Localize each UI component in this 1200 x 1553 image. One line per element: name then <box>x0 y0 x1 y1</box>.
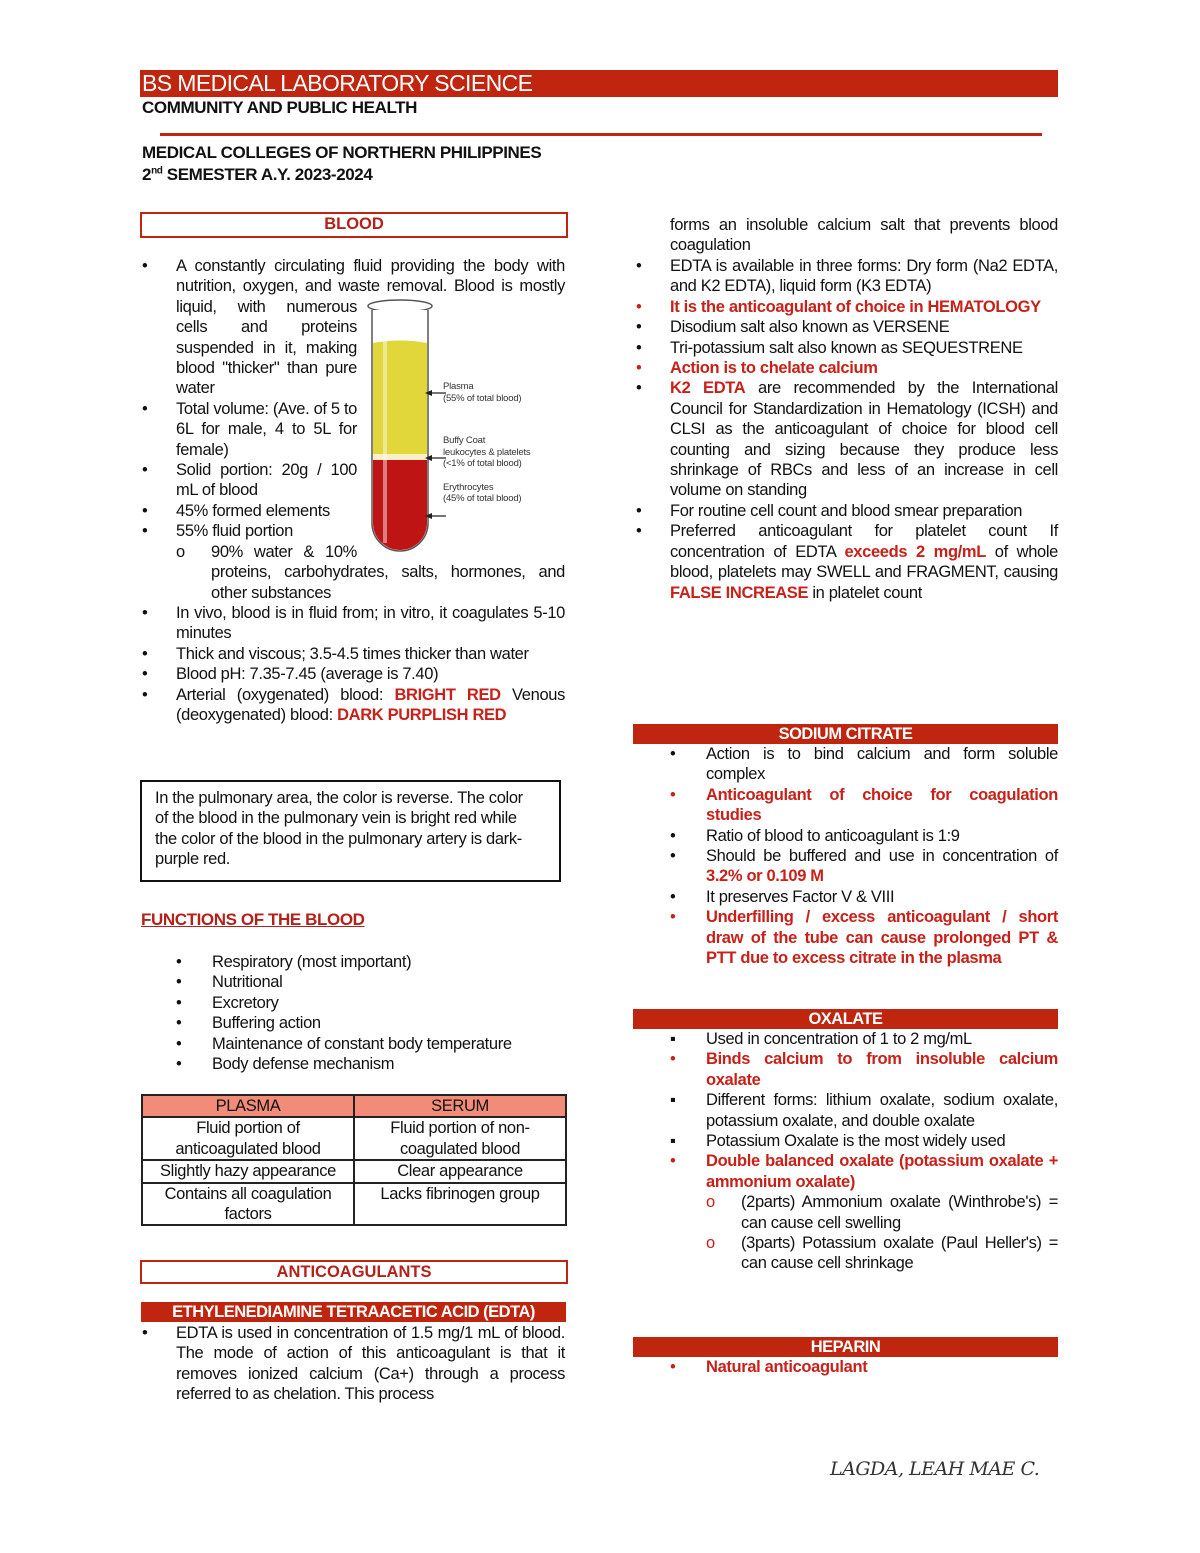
list-item-text <box>670 359 878 377</box>
blood-section <box>140 256 565 725</box>
text-segment: Body defense mechanism <box>212 1055 395 1074</box>
bullet-icon: • <box>636 257 642 275</box>
table-header-row <box>142 1095 566 1117</box>
bullet-icon: • <box>670 887 676 906</box>
text-segment: Solid portion: 20g / 100 mL of blood <box>176 461 357 500</box>
bullet-icon: • <box>670 847 676 866</box>
list-item <box>140 399 565 460</box>
list-item <box>670 785 1058 826</box>
list-item-text <box>176 645 529 663</box>
list-item-text <box>670 522 1058 601</box>
table-row <box>142 1160 566 1182</box>
list-item <box>140 644 565 664</box>
subject-title: COMMUNITY AND PUBLIC HEALTH <box>142 98 418 117</box>
list-item-text <box>706 745 1058 783</box>
text-segment: Arterial (oxygenated) blood: <box>176 685 395 704</box>
list-item-text <box>176 665 438 683</box>
bullet-icon: • <box>636 359 642 378</box>
text-segment: Used in concentration of 1 to 2 mg/mL <box>706 1030 972 1048</box>
highlight-text: DARK PURPLISH RED <box>337 705 507 724</box>
semester-text: SEMESTER A.Y. 2023-2024 <box>162 165 373 184</box>
highlight-text: BRIGHT RED <box>394 685 501 704</box>
oxalate-list <box>670 1029 1058 1274</box>
bullet-icon: • <box>636 318 642 337</box>
table-row <box>142 1117 566 1160</box>
pulmonary-note: In the pulmonary area, the color is reverse. The color of the blood in the pulmonary vein is bright red while the color of the blood in the pulmonary artery is dark-purple red. <box>155 789 523 869</box>
text-segment: EDTA is available in three forms: Dry form (Na2 EDTA, and K2 EDTA), liquid form (K3 EDTA) <box>670 257 1058 296</box>
bullet-icon: • <box>142 665 148 684</box>
text-segment: Venous (deoxygenated) blood: <box>176 685 566 724</box>
text-segment: It preserves Factor V & VIII <box>706 887 895 906</box>
list-item <box>670 1131 1058 1151</box>
bullet-icon: • <box>142 461 148 480</box>
list-item-text <box>706 1091 1058 1129</box>
table-row <box>142 1183 566 1226</box>
list-item-text <box>212 953 411 971</box>
heparin-list <box>670 1357 1058 1377</box>
text-segment: (2parts) Ammonium oxalate (Winthrobe's) = can cause cell swelling <box>741 1193 1058 1232</box>
text-segment: Buffering action <box>212 1014 321 1033</box>
bullet-icon: • <box>176 953 182 971</box>
list-item-text <box>176 1324 565 1403</box>
list-item <box>634 501 1058 521</box>
bullet-icon: • <box>176 1055 182 1074</box>
blood-heading: BLOOD <box>140 212 568 238</box>
text-segment: Ratio of blood to anticoagulant is 1:9 <box>706 826 960 845</box>
functions-list <box>176 952 566 1074</box>
highlight-text: Underfilling / excess anticoagulant / short draw of the tube can cause prolonged PT & PTT due to excess citrate in the plasma <box>706 908 1058 968</box>
table-cell: Fluid portion of non-coagulated blood <box>354 1117 566 1160</box>
text-segment: Excretory <box>212 993 279 1012</box>
list-item <box>140 664 565 684</box>
list-item <box>176 972 566 992</box>
functions-section <box>176 952 566 1074</box>
edta-section <box>140 1323 565 1405</box>
list-item-text <box>212 1055 394 1073</box>
list-item <box>176 993 566 1013</box>
label-buffy-pct: (<1% of total blood) <box>443 458 522 469</box>
bullet-icon: • <box>636 379 642 398</box>
text-segment: in platelet count <box>808 583 922 602</box>
list-item <box>140 501 565 521</box>
header-divider <box>160 133 1042 136</box>
bullet-icon: • <box>636 522 642 541</box>
pulmonary-note-box <box>140 780 561 882</box>
citrate-list <box>670 744 1058 968</box>
edta-list-2 <box>634 256 1058 603</box>
label-plasma: Plasma <box>443 381 474 392</box>
college-name: MEDICAL COLLEGES OF NORTHERN PHILIPPINES <box>142 143 542 162</box>
list-item <box>634 297 1058 317</box>
label-erythrocytes-pct: (45% of total blood) <box>443 493 522 504</box>
list-item <box>140 603 565 644</box>
bullet-icon: • <box>670 785 676 804</box>
bullet-icon: • <box>670 908 676 927</box>
list-item-text <box>176 257 565 397</box>
sub-list <box>176 542 565 603</box>
list-item-text <box>706 827 960 845</box>
list-item <box>140 1323 565 1405</box>
bullet-icon: • <box>636 297 642 316</box>
semester <box>142 165 372 185</box>
list-item <box>634 358 1058 378</box>
list-item-text <box>670 379 1058 499</box>
highlight-text: Anticoagulant of choice for coagulation studies <box>706 785 1058 825</box>
program-banner <box>140 70 1058 97</box>
bullet-icon: • <box>142 399 148 418</box>
text-segment: are recommended by the International Council for Standardization in Hematology (ICSH) and CLSI as the anticoagulant of choice for blood cell counting and sizing because they produce less shrinkage of RBCs and less of an increase in cell volume on standing <box>670 379 1059 500</box>
list-item-text <box>670 298 1041 316</box>
sub-list-item <box>706 1233 1058 1274</box>
table-cell: Clear appearance <box>354 1160 566 1182</box>
square-bullet-icon: ▪ <box>670 1132 676 1151</box>
plasma-serum-table <box>141 1094 567 1226</box>
list-item-text <box>706 1050 1058 1088</box>
list-item <box>634 521 1058 603</box>
bullet-icon: • <box>636 338 642 357</box>
list-item <box>670 1357 1058 1377</box>
text-segment: Blood pH: 7.35-7.45 (average is 7.40) <box>176 665 439 684</box>
blood-list <box>140 256 565 725</box>
bullet-icon: • <box>176 1014 182 1033</box>
text-segment: Should be buffered and use in concentration of <box>706 847 1058 866</box>
text-segment: In vivo, blood is in fluid from; in vitro, it coagulates 5-10 minutes <box>176 603 565 643</box>
list-item-text <box>176 400 357 459</box>
edta-continuation: forms an insoluble calcium salt that prevents blood coagulation <box>670 216 1058 255</box>
text-segment: of whole blood, platelets may SWELL and FRAGMENT, causing <box>670 542 1059 582</box>
text-segment: Tri-potassium salt also known as SEQUESTRENE <box>670 338 1023 357</box>
list-item <box>634 338 1058 358</box>
circle-bullet-icon: o <box>176 542 185 561</box>
list-item <box>140 521 565 603</box>
table-header-plasma: PLASMA <box>142 1095 354 1117</box>
square-bullet-icon: ▪ <box>670 1030 676 1048</box>
list-item-text <box>706 1132 1005 1150</box>
label-buffy-desc: leukocytes & platelets <box>443 446 531 458</box>
square-bullet-icon: ▪ <box>670 1091 676 1110</box>
bullet-icon: • <box>142 1324 148 1342</box>
list-item-text <box>176 461 357 499</box>
highlight-text: Action is to chelate calcium <box>670 359 878 378</box>
highlight-text: Binds calcium to from insoluble calcium oxalate <box>706 1050 1058 1089</box>
list-item-text <box>706 888 894 906</box>
anticoagulants-heading: ANTICOAGULANTS <box>140 1260 568 1284</box>
citrate-section <box>670 744 1058 968</box>
list-item-text <box>670 257 1058 295</box>
list-item-text <box>670 318 949 336</box>
text-segment: Action is to bind calcium and form soluble complex <box>706 745 1058 784</box>
text-segment: Thick and viscous; 3.5-4.5 times thicker than water <box>176 644 529 663</box>
list-item <box>140 460 565 501</box>
list-item-text <box>211 543 565 602</box>
heparin-heading: HEPARIN <box>633 1337 1058 1357</box>
list-item <box>176 1054 566 1074</box>
list-item-text <box>741 1193 1058 1231</box>
author-footer: LAGDA, LEAH MAE C. <box>830 1458 1040 1480</box>
list-item-text <box>212 1014 321 1032</box>
label-buffy: Buffy Coat <box>443 435 486 446</box>
bullet-icon: • <box>670 1152 676 1171</box>
list-item-text <box>706 786 1058 824</box>
bullet-icon: • <box>670 745 676 763</box>
text-segment: For routine cell count and blood smear preparation <box>670 501 1023 520</box>
bullet-icon: • <box>176 973 182 992</box>
list-item <box>634 256 1058 297</box>
edta-list-continued <box>634 256 1058 603</box>
sub-list-item <box>706 1192 1058 1233</box>
text-segment: 45% formed elements <box>176 501 330 520</box>
sub-list-item <box>176 542 565 603</box>
list-item <box>670 887 1058 907</box>
list-item-text <box>212 973 282 991</box>
bullet-icon: • <box>142 644 148 663</box>
bullet-icon: • <box>670 826 676 845</box>
bullet-icon: • <box>142 257 148 275</box>
list-item <box>140 256 565 399</box>
bullet-icon: • <box>176 993 182 1012</box>
list-item-text <box>706 908 1058 967</box>
list-item-text <box>706 847 1058 885</box>
list-item <box>140 685 565 726</box>
text-segment: EDTA is used in concentration of 1.5 mg/1 mL of blood. The mode of action of this anticoagulant is that it removes ionized calcium (Ca+) through a process referred to as chelation. This process <box>176 1324 565 1404</box>
list-item-text <box>706 1152 1058 1190</box>
highlight-text: Natural anticoagulant <box>706 1358 868 1376</box>
edta-heading: ETHYLENEDIAMINE TETRAACETIC ACID (EDTA) <box>141 1302 566 1322</box>
label-erythrocytes: Erythrocytes <box>443 481 494 493</box>
bullet-icon: • <box>670 1358 676 1376</box>
list-item-text <box>212 1035 512 1053</box>
list-item <box>634 378 1058 500</box>
list-item <box>670 744 1058 785</box>
highlight-text: Double balanced oxalate (potassium oxalate + ammonium oxalate) <box>706 1152 1058 1191</box>
highlight-text: It is the anticoagulant of choice in HEMATOLOGY <box>670 297 1041 316</box>
semester-suffix: nd <box>151 165 163 177</box>
text-segment: Disodium salt also known as VERSENE <box>670 318 950 337</box>
table-cell: Fluid portion of anticoagulated blood <box>142 1117 354 1160</box>
highlight-text: FALSE INCREASE <box>670 583 809 602</box>
semester-number: 2 <box>142 165 152 184</box>
highlight-text: exceeds 2 mg/mL <box>844 542 986 561</box>
table-cell: Slightly hazy appearance <box>142 1160 354 1182</box>
table-header-serum: SERUM <box>354 1095 566 1117</box>
list-item-text <box>176 686 565 724</box>
list-item <box>670 846 1058 887</box>
heparin-section <box>670 1357 1058 1377</box>
list-item <box>176 1034 566 1054</box>
bullet-icon: • <box>176 1034 182 1053</box>
bullet-icon: • <box>142 603 148 622</box>
list-item-text <box>741 1234 1058 1272</box>
text-segment: A constantly circulating fluid providing the body with nutrition, oxygen, and waste removal. Blood is mostly liquid, with numerous cells and proteins suspended in it, making blood "thicker" than pure water <box>176 257 565 398</box>
list-item-text <box>706 1030 972 1048</box>
text-segment: Total volume: (Ave. of 5 to 6L for male, 4 to 5L for female) <box>176 399 358 459</box>
list-item <box>670 1049 1058 1090</box>
list-item <box>670 826 1058 846</box>
list-item <box>176 952 566 972</box>
label-plasma-pct: (55% of total blood) <box>443 392 522 404</box>
sub-list <box>706 1192 1058 1274</box>
list-item <box>176 1013 566 1033</box>
list-item <box>670 1029 1058 1049</box>
program-title: BS MEDICAL LABORATORY SCIENCE <box>142 70 533 96</box>
list-item-text <box>670 339 1023 357</box>
text-segment: Different forms: lithium oxalate, sodium oxalate, potassium oxalate, and double oxalate <box>706 1091 1058 1130</box>
table-cell: Contains all coagulation factors <box>142 1183 354 1226</box>
highlight-text: 3.2% or 0.109 M <box>706 867 824 886</box>
text-segment: Preferred anticoagulant for platelet count If concentration of EDTA <box>670 522 1058 561</box>
bullet-icon: • <box>142 685 148 704</box>
table-cell: Lacks fibrinogen group <box>354 1183 566 1226</box>
list-item-text <box>670 502 1022 520</box>
list-item-text <box>212 994 279 1012</box>
bullet-icon: • <box>636 501 642 520</box>
bullet-icon: • <box>142 501 148 520</box>
list-item-text <box>176 522 293 540</box>
text-segment: 55% fluid portion <box>176 522 293 541</box>
text-segment: 90% water & 10% proteins, carbohydrates, salts, hormones, and other substances <box>211 542 565 602</box>
circle-bullet-icon: o <box>706 1234 715 1253</box>
sodium-citrate-heading: SODIUM CITRATE <box>633 724 1058 744</box>
list-item <box>670 1151 1058 1273</box>
highlight-text: K2 EDTA <box>670 379 746 398</box>
list-item <box>670 1090 1058 1131</box>
list-item-text <box>176 502 330 520</box>
list-item <box>670 907 1058 968</box>
list-item-text <box>706 1358 867 1376</box>
text-segment: Potassium Oxalate is the most widely used <box>706 1132 1006 1151</box>
oxalate-heading: OXALATE <box>633 1009 1058 1029</box>
edta-list <box>140 1323 565 1405</box>
list-item-text <box>176 604 565 642</box>
text-segment: Nutritional <box>212 973 283 992</box>
bullet-icon: • <box>670 1050 676 1069</box>
list-item <box>634 317 1058 337</box>
text-segment: Maintenance of constant body temperature <box>212 1034 512 1053</box>
functions-heading: FUNCTIONS OF THE BLOOD <box>141 910 365 929</box>
oxalate-section <box>670 1029 1058 1274</box>
bullet-icon: • <box>142 522 148 541</box>
text-segment: Respiratory (most important) <box>212 953 412 971</box>
circle-bullet-icon: o <box>706 1193 715 1212</box>
text-segment: (3parts) Potassium oxalate (Paul Heller's) = can cause cell shrinkage <box>741 1234 1058 1273</box>
